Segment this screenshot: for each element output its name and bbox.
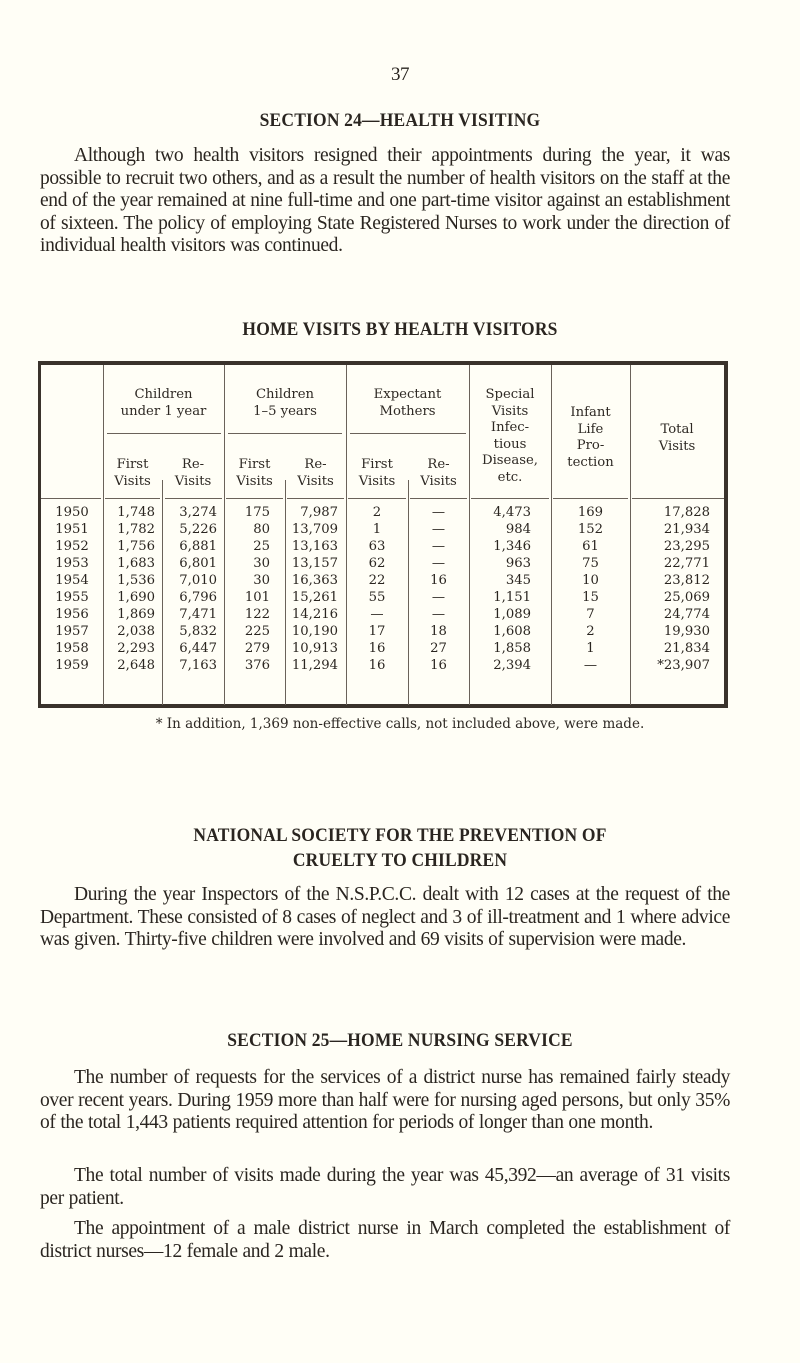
value-cell: 1,869 — [117, 607, 155, 622]
value-cell: — — [431, 590, 446, 605]
subheader-first-visits — [103, 457, 162, 490]
value-cell: 2,394 — [493, 658, 531, 673]
header-rule — [41, 498, 101, 499]
value-cell: 30 — [253, 556, 270, 571]
header-rule — [471, 498, 549, 499]
nspcc-heading-line1: NATIONAL SOCIETY FOR THE PREVENTION OF — [193, 825, 607, 846]
year-cell: 1959 — [55, 658, 89, 673]
value-cell: 10,913 — [291, 641, 338, 656]
header-line: tection — [567, 454, 614, 470]
value-cell: 3,274 — [179, 505, 217, 520]
header-rule — [553, 498, 628, 499]
section-25-text: The number of requests for the services of a district nurse has remained fairly steady over recent years. During 1959 more than half were for nursing aged persons, but only 35% of the total 1,443 patients required attention for periods of longer than one month. — [40, 1067, 730, 1133]
header-line: Infec- — [490, 420, 530, 435]
value-cell: 1,782 — [117, 522, 155, 537]
group-underline — [107, 433, 221, 434]
value-cell: 984 — [505, 522, 531, 537]
value-cell: 7,010 — [179, 573, 217, 588]
value-cell: 1,608 — [493, 624, 531, 639]
nspcc-paragraph — [40, 884, 730, 952]
header-rule — [632, 498, 724, 499]
value-cell: 152 — [577, 522, 604, 537]
header-line: Children — [134, 387, 193, 402]
value-cell: — — [370, 607, 384, 622]
value-cell: 16 — [368, 641, 386, 656]
value-cell: 1,756 — [117, 539, 155, 554]
value-cell: 15 — [582, 590, 599, 605]
value-cell: 19,930 — [663, 624, 710, 639]
value-cell: 13,163 — [291, 539, 338, 554]
value-cell: 122 — [244, 607, 270, 622]
header-infant-life-protection — [551, 405, 630, 471]
value-cell: 175 — [244, 505, 270, 520]
value-cell: 61 — [582, 539, 599, 554]
value-cell: 16 — [368, 658, 386, 673]
table-row — [41, 606, 724, 623]
value-cell: 1,858 — [493, 641, 531, 656]
value-cell: 101 — [244, 590, 270, 605]
header-line: Expectant — [373, 387, 442, 402]
header-line: Total — [660, 422, 694, 437]
value-cell: — — [431, 522, 446, 537]
value-cell: — — [431, 505, 446, 520]
value-cell: 14,216 — [291, 607, 338, 622]
value-cell: 2 — [372, 505, 382, 520]
value-cell: 16 — [430, 573, 447, 588]
value-cell: 2,293 — [117, 641, 155, 656]
value-cell: — — [583, 658, 598, 673]
table-row — [41, 589, 724, 606]
value-cell: 21,934 — [663, 522, 710, 537]
table-row — [41, 572, 724, 589]
value-cell: *23,907 — [657, 658, 710, 673]
value-cell: 279 — [244, 641, 270, 656]
value-cell: 1 — [586, 641, 595, 656]
header-children-1-5 — [224, 387, 346, 420]
value-cell: 10 — [582, 573, 599, 588]
subheader-re-visits — [285, 457, 346, 490]
header-line: Visits — [236, 473, 273, 489]
table-title: HOME VISITS BY HEALTH VISITORS — [242, 319, 558, 340]
value-cell: 16,363 — [291, 573, 338, 588]
table-row — [41, 538, 724, 555]
header-line: tious — [493, 436, 527, 452]
table-row — [41, 504, 724, 521]
value-cell: 6,881 — [179, 539, 217, 554]
header-rule — [410, 498, 467, 499]
value-cell: 4,473 — [493, 505, 531, 520]
header-rule — [287, 498, 344, 499]
value-cell: 17,828 — [663, 505, 710, 520]
value-cell: 963 — [505, 556, 531, 571]
group-underline — [350, 433, 466, 434]
nspcc-text: During the year Inspectors of the N.S.P.C.C. dealt with 12 cases at the request of the Department. These consisted of 8 cases of neglect and 3 of ill-treatment and 1 where advice was given. Thirty-five children were involved and 69 visits of supervision were made. — [40, 884, 730, 950]
header-line: First — [116, 457, 149, 472]
value-cell: 15,261 — [291, 590, 338, 605]
value-cell: 6,801 — [179, 556, 217, 571]
value-cell: 25 — [253, 539, 270, 554]
value-cell: 63 — [368, 539, 386, 554]
header-line: Visits — [114, 473, 151, 489]
year-cell: 1955 — [55, 590, 89, 605]
value-cell: 2 — [586, 624, 595, 639]
header-line: Visits — [420, 473, 457, 489]
header-total-visits — [630, 422, 724, 455]
section-25-paragraph-1 — [40, 1067, 730, 1135]
value-cell: 7,163 — [179, 658, 217, 673]
value-cell: 18 — [430, 624, 447, 639]
value-cell: 345 — [505, 573, 531, 588]
value-cell: 1 — [372, 522, 382, 537]
subheader-re-visits — [408, 457, 469, 490]
year-cell: 1950 — [55, 505, 89, 520]
page-number: 37 — [391, 64, 409, 85]
header-line: Visits — [174, 473, 212, 489]
value-cell: 5,832 — [179, 624, 217, 639]
value-cell: 13,157 — [291, 556, 338, 571]
value-cell: 24,774 — [663, 607, 710, 622]
section-25-paragraph-2 — [40, 1165, 730, 1210]
section-24-paragraph — [40, 145, 730, 258]
value-cell: 75 — [582, 556, 599, 571]
value-cell: 1,346 — [493, 539, 531, 554]
table-row — [41, 623, 724, 640]
value-cell: — — [431, 556, 446, 571]
value-cell: 30 — [253, 573, 270, 588]
value-cell: 6,447 — [179, 641, 217, 656]
year-cell: 1954 — [55, 573, 89, 588]
header-line: First — [361, 457, 393, 472]
year-cell: 1952 — [55, 539, 89, 554]
value-cell: 2,648 — [117, 658, 155, 673]
header-line: Infant — [570, 405, 611, 420]
section-25-text: The appointment of a male district nurse in March completed the establishment of district nurses—12 female and 2 male. — [40, 1218, 730, 1262]
value-cell: 225 — [244, 624, 270, 639]
header-line: etc. — [497, 469, 523, 485]
value-cell: 22 — [368, 573, 386, 588]
value-cell: 13,709 — [291, 522, 338, 537]
value-cell: 16 — [430, 658, 447, 673]
header-line: Disease, — [482, 453, 538, 468]
home-visits-table — [38, 361, 728, 708]
header-line: First — [238, 457, 271, 472]
header-line: Children — [255, 387, 315, 402]
value-cell: 22,771 — [663, 556, 710, 571]
value-cell: 62 — [368, 556, 386, 571]
year-cell: 1953 — [55, 556, 89, 571]
value-cell: 7,987 — [300, 505, 338, 520]
value-cell: 23,295 — [663, 539, 710, 554]
subheader-first-visits — [224, 457, 285, 490]
table-row — [41, 521, 724, 538]
value-cell: 27 — [430, 641, 447, 656]
value-cell: — — [431, 539, 446, 554]
value-cell: 376 — [244, 658, 270, 673]
section-25-paragraph-3 — [40, 1218, 730, 1263]
value-cell: 7 — [586, 607, 595, 622]
value-cell: 2,038 — [117, 624, 155, 639]
subheader-first-visits — [346, 457, 408, 490]
header-expectant-mothers — [346, 387, 469, 420]
year-cell: 1956 — [55, 607, 89, 622]
value-cell: 23,812 — [663, 573, 710, 588]
group-underline — [228, 433, 342, 434]
header-line: Visits — [358, 473, 396, 489]
value-cell: 1,683 — [117, 556, 155, 571]
value-cell: 1,690 — [117, 590, 155, 605]
section-24-text: Although two health visitors resigned their appointments during the year, it was possible to recruit two others, and as a result the number of health visitors on the staff at the end of the year remained at nine full-time and one part-time visitor against an establishment of sixteen. The policy of employing State Registered Nurses to work under the direction of individual health visitors was continued. — [40, 145, 730, 256]
header-line: Re- — [304, 457, 327, 472]
value-cell: 1,748 — [117, 505, 155, 520]
header-line: Visits — [297, 473, 334, 489]
header-line: Mothers — [379, 403, 436, 419]
header-rule — [226, 498, 283, 499]
section-24-heading: SECTION 24—HEALTH VISITING — [259, 110, 541, 131]
value-cell: 5,226 — [179, 522, 217, 537]
value-cell: 17 — [368, 624, 386, 639]
header-rule — [348, 498, 406, 499]
year-cell: 1957 — [55, 624, 89, 639]
header-line: Visits — [491, 403, 529, 419]
header-line: Pro- — [576, 438, 605, 453]
value-cell: 55 — [368, 590, 386, 605]
header-line: under 1 year — [120, 403, 207, 419]
header-line: Re- — [181, 457, 205, 472]
header-rule — [165, 498, 222, 499]
header-line: Special — [485, 387, 535, 402]
table-row — [41, 657, 724, 674]
table-row — [41, 555, 724, 572]
value-cell: 6,796 — [179, 590, 217, 605]
value-cell: 7,471 — [179, 607, 217, 622]
header-line: 1–5 years — [253, 403, 317, 419]
value-cell: 1,151 — [493, 590, 531, 605]
nspcc-heading-line2: CRUELTY TO CHILDREN — [292, 850, 508, 871]
value-cell: 1,089 — [493, 607, 531, 622]
header-rule — [105, 498, 160, 499]
section-25-heading: SECTION 25—HOME NURSING SERVICE — [227, 1030, 573, 1051]
value-cell: 1,536 — [117, 573, 155, 588]
value-cell: 11,294 — [291, 658, 338, 673]
value-cell: 169 — [577, 505, 604, 520]
value-cell: 10,190 — [291, 624, 338, 639]
section-25-text: The total number of visits made during the year was 45,392—an average of 31 visits per patient. — [40, 1165, 730, 1209]
value-cell: — — [431, 607, 446, 622]
value-cell: 25,069 — [663, 590, 710, 605]
header-line: Re- — [427, 457, 450, 472]
year-cell: 1951 — [55, 522, 89, 537]
header-children-under-1 — [103, 387, 224, 420]
value-cell: 80 — [253, 522, 270, 537]
table-footnote: * In addition, 1,369 non-effective calls, not included above, were made. — [155, 716, 645, 732]
header-line: Visits — [658, 438, 696, 454]
subheader-re-visits — [162, 457, 224, 490]
table-row — [41, 640, 724, 657]
year-cell: 1958 — [55, 641, 89, 656]
header-line: Life — [577, 421, 604, 437]
value-cell: 21,834 — [663, 641, 710, 656]
header-special-visits — [469, 387, 551, 486]
